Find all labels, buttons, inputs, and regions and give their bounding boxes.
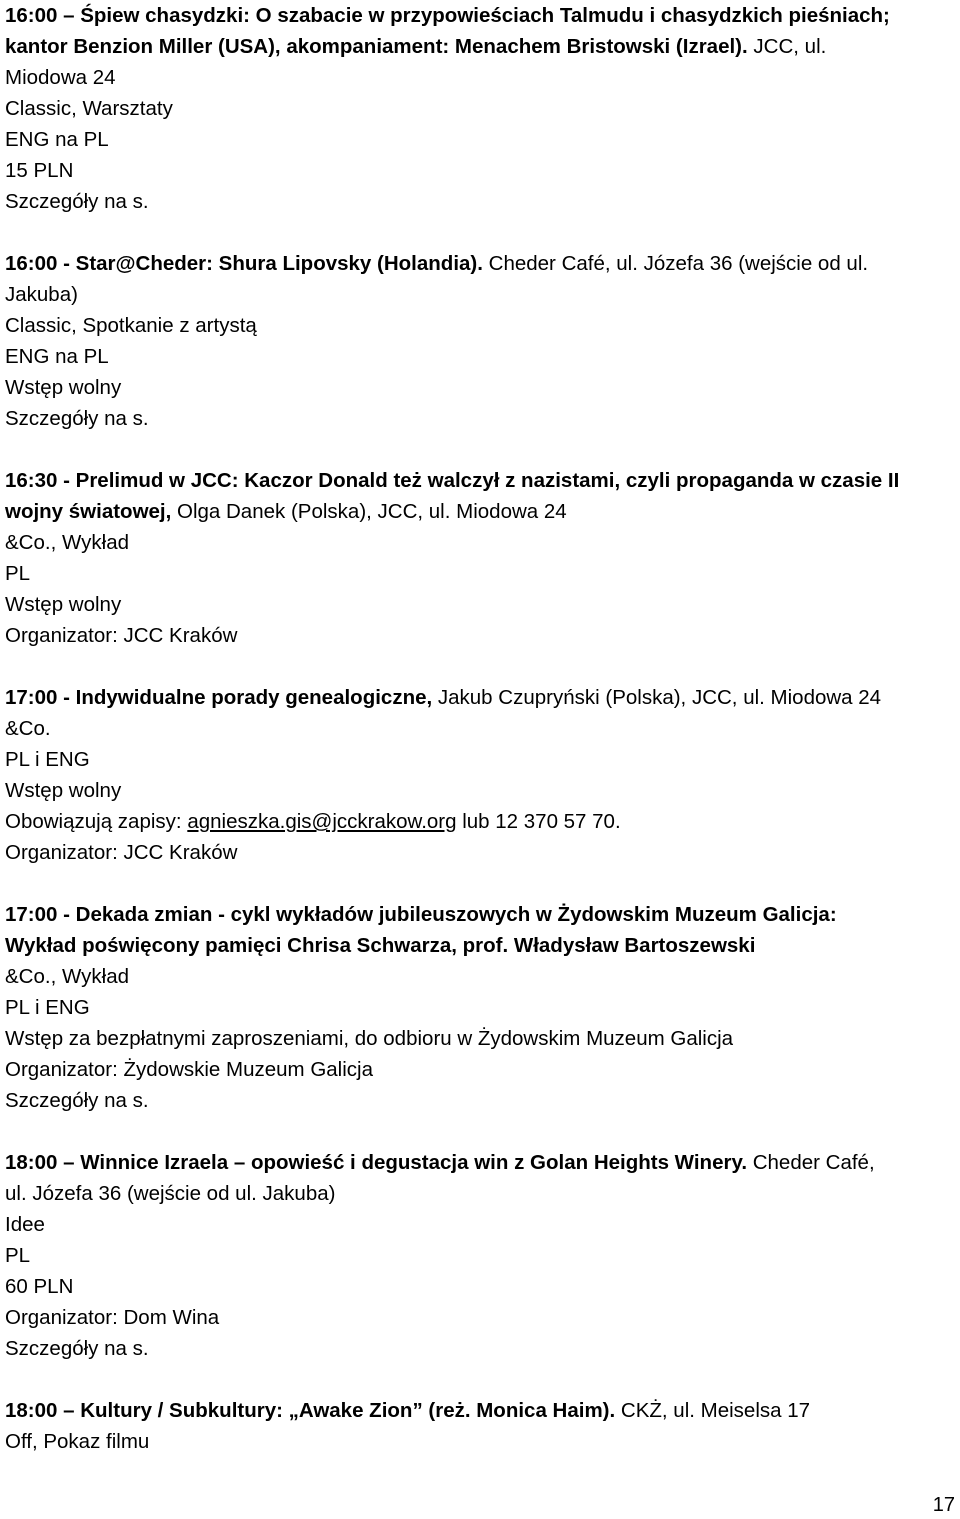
event-4 [5, 682, 955, 868]
event-2-price: Wstęp wolny [5, 376, 122, 399]
event-6-category: Idee [5, 1213, 45, 1236]
program-page [5, 0, 955, 1488]
event-3-price: Wstęp wolny [5, 593, 122, 616]
page-number: 17 [932, 1494, 955, 1516]
event-6 [5, 1147, 955, 1364]
event-5-title-line-2: Wykład poświęcony pamięci Chrisa Schwarza, prof. Władysław Bartoszewski [5, 934, 756, 957]
event-4-signup: Obowiązują zapisy: agnieszka.gis@jcckrakow.org lub 12 370 57 70. [5, 810, 621, 833]
event-1-venue: Miodowa 24 [5, 66, 116, 89]
event-1-language: ENG na PL [5, 128, 109, 151]
event-2-title: 16:00 - Star@Cheder: Shura Lipovsky (Holandia). Cheder Café, ul. Józefa 36 (wejście od ul. [5, 252, 869, 275]
event-2-language: ENG na PL [5, 345, 109, 368]
event-6-language: PL [5, 1244, 31, 1267]
event-4-language: PL i ENG [5, 748, 90, 771]
event-4-organizer: Organizator: JCC Kraków [5, 841, 238, 864]
event-6-organizer: Organizator: Dom Wina [5, 1306, 220, 1329]
event-2 [5, 248, 955, 434]
event-7-title: 18:00 – Kultury / Subkultury: „Awake Zion” (reż. Monica Haim). CKŻ, ul. Meiselsa 17 [5, 1399, 811, 1422]
event-3-title-line-1: 16:30 - Prelimud w JCC: Kaczor Donald też walczył z nazistami, czyli propaganda w czasie II [5, 469, 900, 492]
event-1-title-line-2: kantor Benzion Miller (USA), akompaniament: Menachem Bristowski (Izrael). JCC, ul. [5, 35, 827, 58]
event-5-title-line-1: 17:00 - Dekada zmian - cykl wykładów jubileuszowych w Żydowskim Muzeum Galicja: [5, 903, 837, 926]
event-1-price: 15 PLN [5, 159, 74, 182]
event-5-category: &Co., Wykład [5, 965, 129, 988]
event-4-category: &Co. [5, 717, 51, 740]
event-2-venue: Jakuba) [5, 283, 78, 306]
event-1-category: Classic, Warsztaty [5, 97, 173, 120]
event-1 [5, 0, 955, 217]
event-4-title: 17:00 - Indywidualne porady genealogiczne, Jakub Czupryński (Polska), JCC, ul. Miodowa 24 [5, 686, 882, 709]
event-3-language: PL [5, 562, 31, 585]
event-6-details-ref: Szczegóły na s. [5, 1337, 149, 1360]
event-6-price: 60 PLN [5, 1275, 74, 1298]
event-4-price: Wstęp wolny [5, 779, 122, 802]
event-5 [5, 899, 955, 1116]
event-3 [5, 465, 955, 651]
event-7 [5, 1395, 955, 1457]
event-2-category: Classic, Spotkanie z artystą [5, 314, 257, 337]
event-6-venue: ul. Józefa 36 (wejście od ul. Jakuba) [5, 1182, 336, 1205]
event-1-title-line-1: 16:00 – Śpiew chasydzki: O szabacie w przypowieściach Talmudu i chasydzkich pieśniach; [5, 4, 890, 27]
event-3-title-line-2: wojny światowej, Olga Danek (Polska), JCC, ul. Miodowa 24 [5, 500, 567, 523]
event-6-title: 18:00 – Winnice Izraela – opowieść i degustacja win z Golan Heights Winery. Cheder Café, [5, 1151, 875, 1174]
event-5-organizer: Organizator: Żydowskie Muzeum Galicja [5, 1058, 373, 1081]
event-5-language: PL i ENG [5, 996, 90, 1019]
event-5-details-ref: Szczegóły na s. [5, 1089, 149, 1112]
event-2-details-ref: Szczegóły na s. [5, 407, 149, 430]
event-1-details-ref: Szczegóły na s. [5, 190, 149, 213]
event-3-category: &Co., Wykład [5, 531, 129, 554]
event-5-admission: Wstęp za bezpłatnymi zaproszeniami, do odbioru w Żydowskim Muzeum Galicja [5, 1027, 734, 1050]
event-3-organizer: Organizator: JCC Kraków [5, 624, 238, 647]
event-7-category: Off, Pokaz filmu [5, 1430, 150, 1453]
signup-email-link[interactable]: agnieszka.gis@jcckrakow.org [187, 810, 457, 833]
